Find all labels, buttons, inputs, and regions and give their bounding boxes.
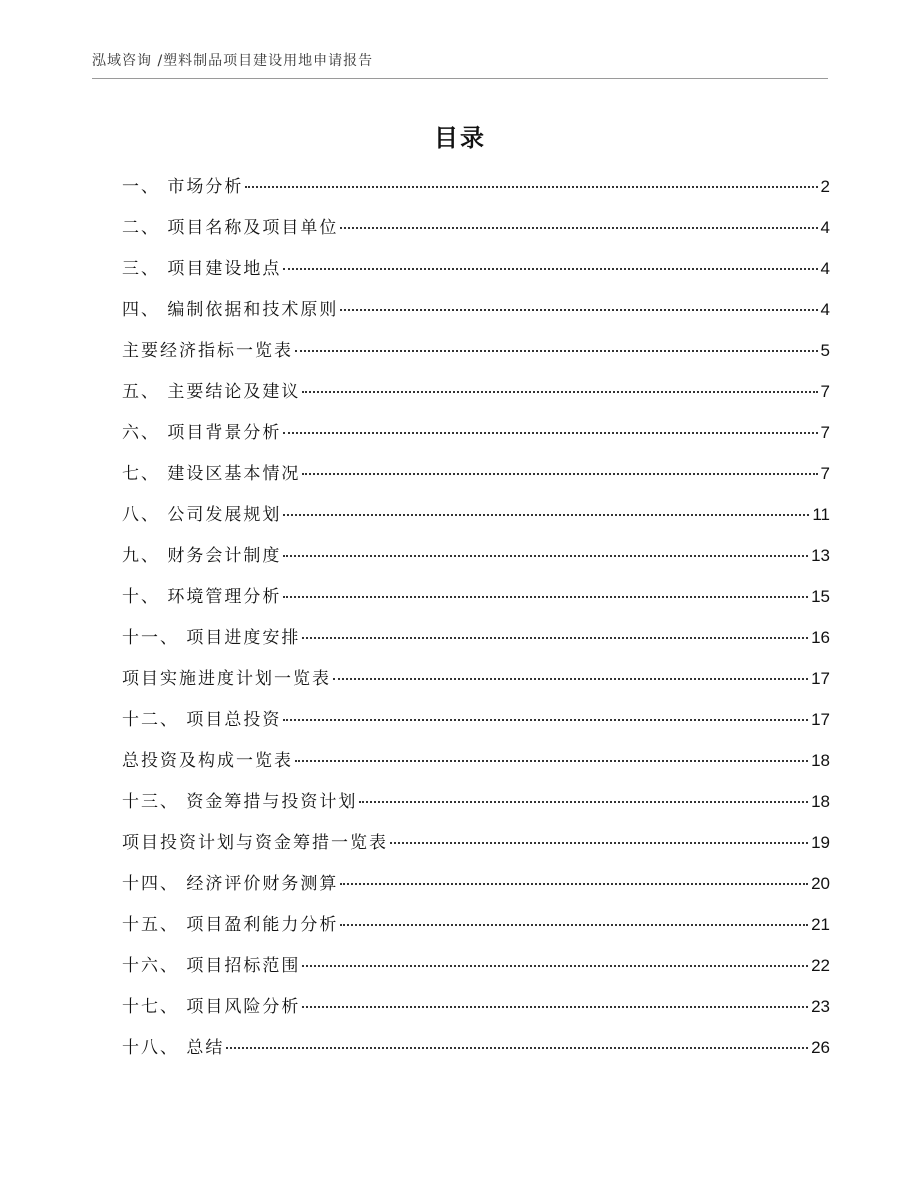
- toc-page-number: 21: [811, 915, 830, 934]
- toc-entry-title: 项目投资计划与资金筹措一览表: [122, 833, 388, 853]
- toc-page-number: 20: [811, 874, 830, 893]
- toc-entry-title: 一、 市场分析: [122, 177, 244, 197]
- toc-entry-title: 总投资及构成一览表: [122, 751, 293, 771]
- toc-dot-leader: [283, 555, 808, 557]
- toc-dot-leader: [302, 1006, 808, 1008]
- toc-entry-title: 十、 环境管理分析: [122, 587, 282, 607]
- toc-entry-title: 六、 项目背景分析: [122, 423, 282, 443]
- toc-entry-title: 十四、 经济评价财务测算: [122, 874, 339, 894]
- toc-dot-leader: [333, 678, 808, 680]
- toc-entry[interactable]: [122, 784, 830, 825]
- toc-entry[interactable]: [122, 989, 830, 1030]
- toc-entry-title: 十二、 项目总投资: [122, 710, 282, 730]
- toc-entry[interactable]: [122, 251, 830, 292]
- header-divider: [92, 78, 828, 79]
- toc-entry[interactable]: [122, 456, 830, 497]
- toc-page-number: 13: [811, 546, 830, 565]
- toc-page-number: 2: [820, 177, 830, 196]
- toc-entry-title: 十三、 资金筹措与投资计划: [122, 792, 358, 812]
- toc-dot-leader: [295, 760, 808, 762]
- toc-page-number: 7: [820, 423, 830, 442]
- toc-entry-title: 项目实施进度计划一览表: [122, 669, 331, 689]
- toc-entry-title: 主要经济指标一览表: [122, 341, 293, 361]
- toc-title: 目录: [434, 124, 486, 152]
- toc-dot-leader: [283, 514, 809, 516]
- toc-entry-title: 十五、 项目盈利能力分析: [122, 915, 339, 935]
- toc-entry-title: 十七、 项目风险分析: [122, 997, 301, 1017]
- toc-entry-title: 八、 公司发展规划: [122, 505, 282, 525]
- toc-page-number: 17: [811, 710, 830, 729]
- toc-page-number: 19: [811, 833, 830, 852]
- toc-dot-leader: [302, 965, 808, 967]
- toc-entry-title: 三、 项目建设地点: [122, 259, 282, 279]
- toc-page-number: 5: [820, 341, 830, 360]
- toc-entry[interactable]: [122, 620, 830, 661]
- toc-page-number: 16: [811, 628, 830, 647]
- toc-page-number: 4: [820, 259, 830, 278]
- toc-dot-leader: [302, 391, 817, 393]
- toc-entry[interactable]: [122, 374, 830, 415]
- toc-dot-leader: [340, 924, 808, 926]
- toc-entry[interactable]: [122, 866, 830, 907]
- toc-page-number: 11: [812, 505, 830, 524]
- toc-dot-leader: [226, 1047, 808, 1049]
- toc-dot-leader: [283, 432, 817, 434]
- toc-entry[interactable]: [122, 169, 830, 210]
- toc-dot-leader: [283, 596, 808, 598]
- toc-page-number: 15: [811, 587, 830, 606]
- toc-page-number: 4: [820, 218, 830, 237]
- toc-entry-title: 七、 建设区基本情况: [122, 464, 301, 484]
- toc-entry[interactable]: [122, 907, 830, 948]
- toc-dot-leader: [340, 883, 808, 885]
- toc-entry-title: 五、 主要结论及建议: [122, 382, 301, 402]
- toc-page-number: 26: [811, 1038, 830, 1057]
- toc-page-number: 7: [820, 464, 830, 483]
- toc-dot-leader: [283, 719, 808, 721]
- toc-page-number: 7: [820, 382, 830, 401]
- table-of-contents: [122, 169, 830, 1071]
- toc-page-number: 23: [811, 997, 830, 1016]
- toc-entry[interactable]: [122, 210, 830, 251]
- toc-entry[interactable]: [122, 743, 830, 784]
- toc-entry-title: 十一、 项目进度安排: [122, 628, 301, 648]
- toc-entry[interactable]: [122, 825, 830, 866]
- toc-page-number: 18: [811, 751, 830, 770]
- toc-entry-title: 十六、 项目招标范围: [122, 956, 301, 976]
- toc-entry[interactable]: [122, 702, 830, 743]
- toc-entry[interactable]: [122, 1030, 830, 1071]
- toc-entry-title: 四、 编制依据和技术原则: [122, 300, 339, 320]
- toc-entry-title: 九、 财务会计制度: [122, 546, 282, 566]
- toc-dot-leader: [302, 637, 808, 639]
- toc-entry[interactable]: [122, 538, 830, 579]
- toc-entry[interactable]: [122, 497, 830, 538]
- toc-entry-title: 二、 项目名称及项目单位: [122, 218, 339, 238]
- toc-page-number: 18: [811, 792, 830, 811]
- toc-dot-leader: [245, 186, 817, 188]
- toc-entry[interactable]: [122, 333, 830, 374]
- toc-page-number: 4: [820, 300, 830, 319]
- toc-entry[interactable]: [122, 579, 830, 620]
- running-header: 泓域咨询 /塑料制品项目建设用地申请报告: [92, 53, 374, 69]
- toc-dot-leader: [340, 309, 817, 311]
- toc-dot-leader: [390, 842, 808, 844]
- toc-page-number: 22: [811, 956, 830, 975]
- toc-dot-leader: [295, 350, 818, 352]
- toc-dot-leader: [340, 227, 817, 229]
- toc-entry[interactable]: [122, 661, 830, 702]
- toc-entry[interactable]: [122, 948, 830, 989]
- toc-page-number: 17: [811, 669, 830, 688]
- toc-entry-title: 十八、 总结: [122, 1038, 225, 1058]
- toc-dot-leader: [302, 473, 817, 475]
- toc-entry[interactable]: [122, 415, 830, 456]
- toc-entry[interactable]: [122, 292, 830, 333]
- toc-dot-leader: [359, 801, 808, 803]
- toc-dot-leader: [283, 268, 817, 270]
